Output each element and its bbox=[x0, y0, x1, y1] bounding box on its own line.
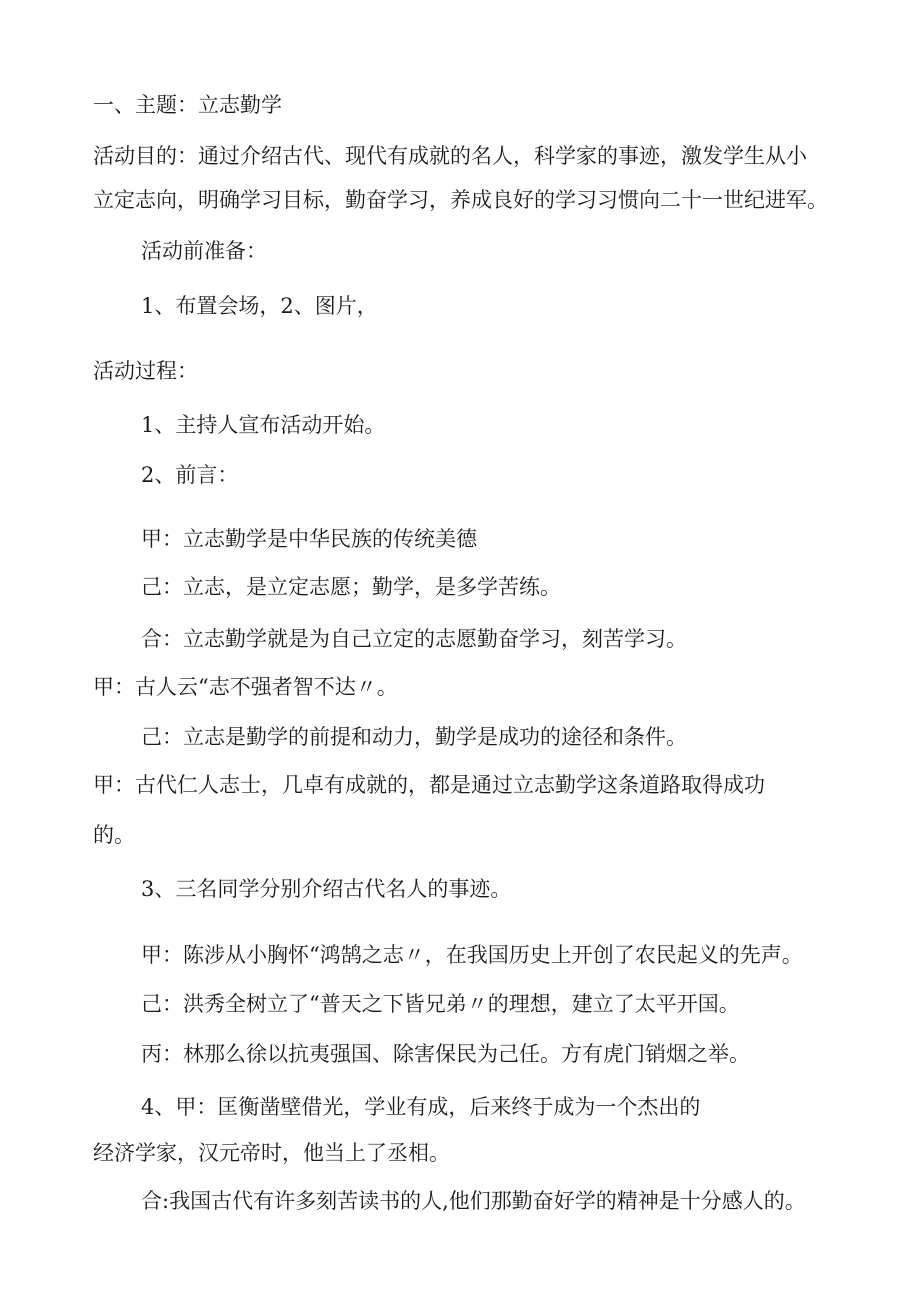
story-line: 甲：陈涉从小胸怀“鸿鹄之志〃，在我国历史上开创了农民起义的先声。 bbox=[141, 943, 803, 967]
step-2: 2、前言： bbox=[141, 463, 239, 487]
step-4: 4、甲：匡衡凿壁借光，学业有成，后来终于成为一个杰出的 bbox=[141, 1095, 701, 1119]
dialogue-line-continued: 的。 bbox=[93, 823, 135, 847]
dialogue-line: 合：立志勤学就是为自己立定的志愿勤奋学习，刻苦学习。 bbox=[141, 627, 687, 651]
prep-title: 活动前准备： bbox=[141, 239, 267, 263]
step-1: 1、主持人宣布活动开始。 bbox=[141, 413, 386, 437]
dialogue-line: 甲：立志勤学是中华民族的传统美德 bbox=[141, 527, 477, 551]
dialogue-line: 甲：古代仁人志士，几卓有成就的，都是通过立志勤学这条道路取得成功 bbox=[93, 773, 765, 797]
dialogue-line: 己：立志，是立定志愿；勤学，是多学苦练。 bbox=[141, 575, 561, 599]
story-line: 己：洪秀全树立了“普天之下皆兄弟〃的理想，建立了太平开国。 bbox=[141, 992, 740, 1016]
purpose-line-2: 立定志向，明确学习目标，勤奋学习，养成良好的学习习惯向二十一世纪进军。 bbox=[93, 188, 828, 212]
step-4-continued: 经济学家，汉元帝时，他当上了丞相。 bbox=[93, 1141, 450, 1165]
closing-line: 合:我国古代有许多刻苦读书的人,他们那勤奋好学的精神是十分感人的。 bbox=[141, 1189, 806, 1213]
section-heading: 一、主题：立志勤学 bbox=[93, 93, 282, 117]
dialogue-line: 甲：古人云“志不强者智不达〃。 bbox=[93, 675, 398, 699]
prep-items: 1、布置会场，2、图片， bbox=[141, 294, 378, 318]
step-3: 3、三名同学分别介绍古代名人的事迹。 bbox=[141, 877, 512, 901]
dialogue-line: 己：立志是勤学的前提和动力，勤学是成功的途径和条件。 bbox=[141, 725, 687, 749]
story-line: 丙：林那么徐以抗夷强国、除害保民为己任。方有虎门销烟之举。 bbox=[141, 1042, 750, 1066]
purpose-line-1: 活动目的：通过介绍古代、现代有成就的名人，科学家的事迹，激发学生从小 bbox=[93, 144, 807, 168]
process-title: 活动过程： bbox=[93, 359, 198, 383]
